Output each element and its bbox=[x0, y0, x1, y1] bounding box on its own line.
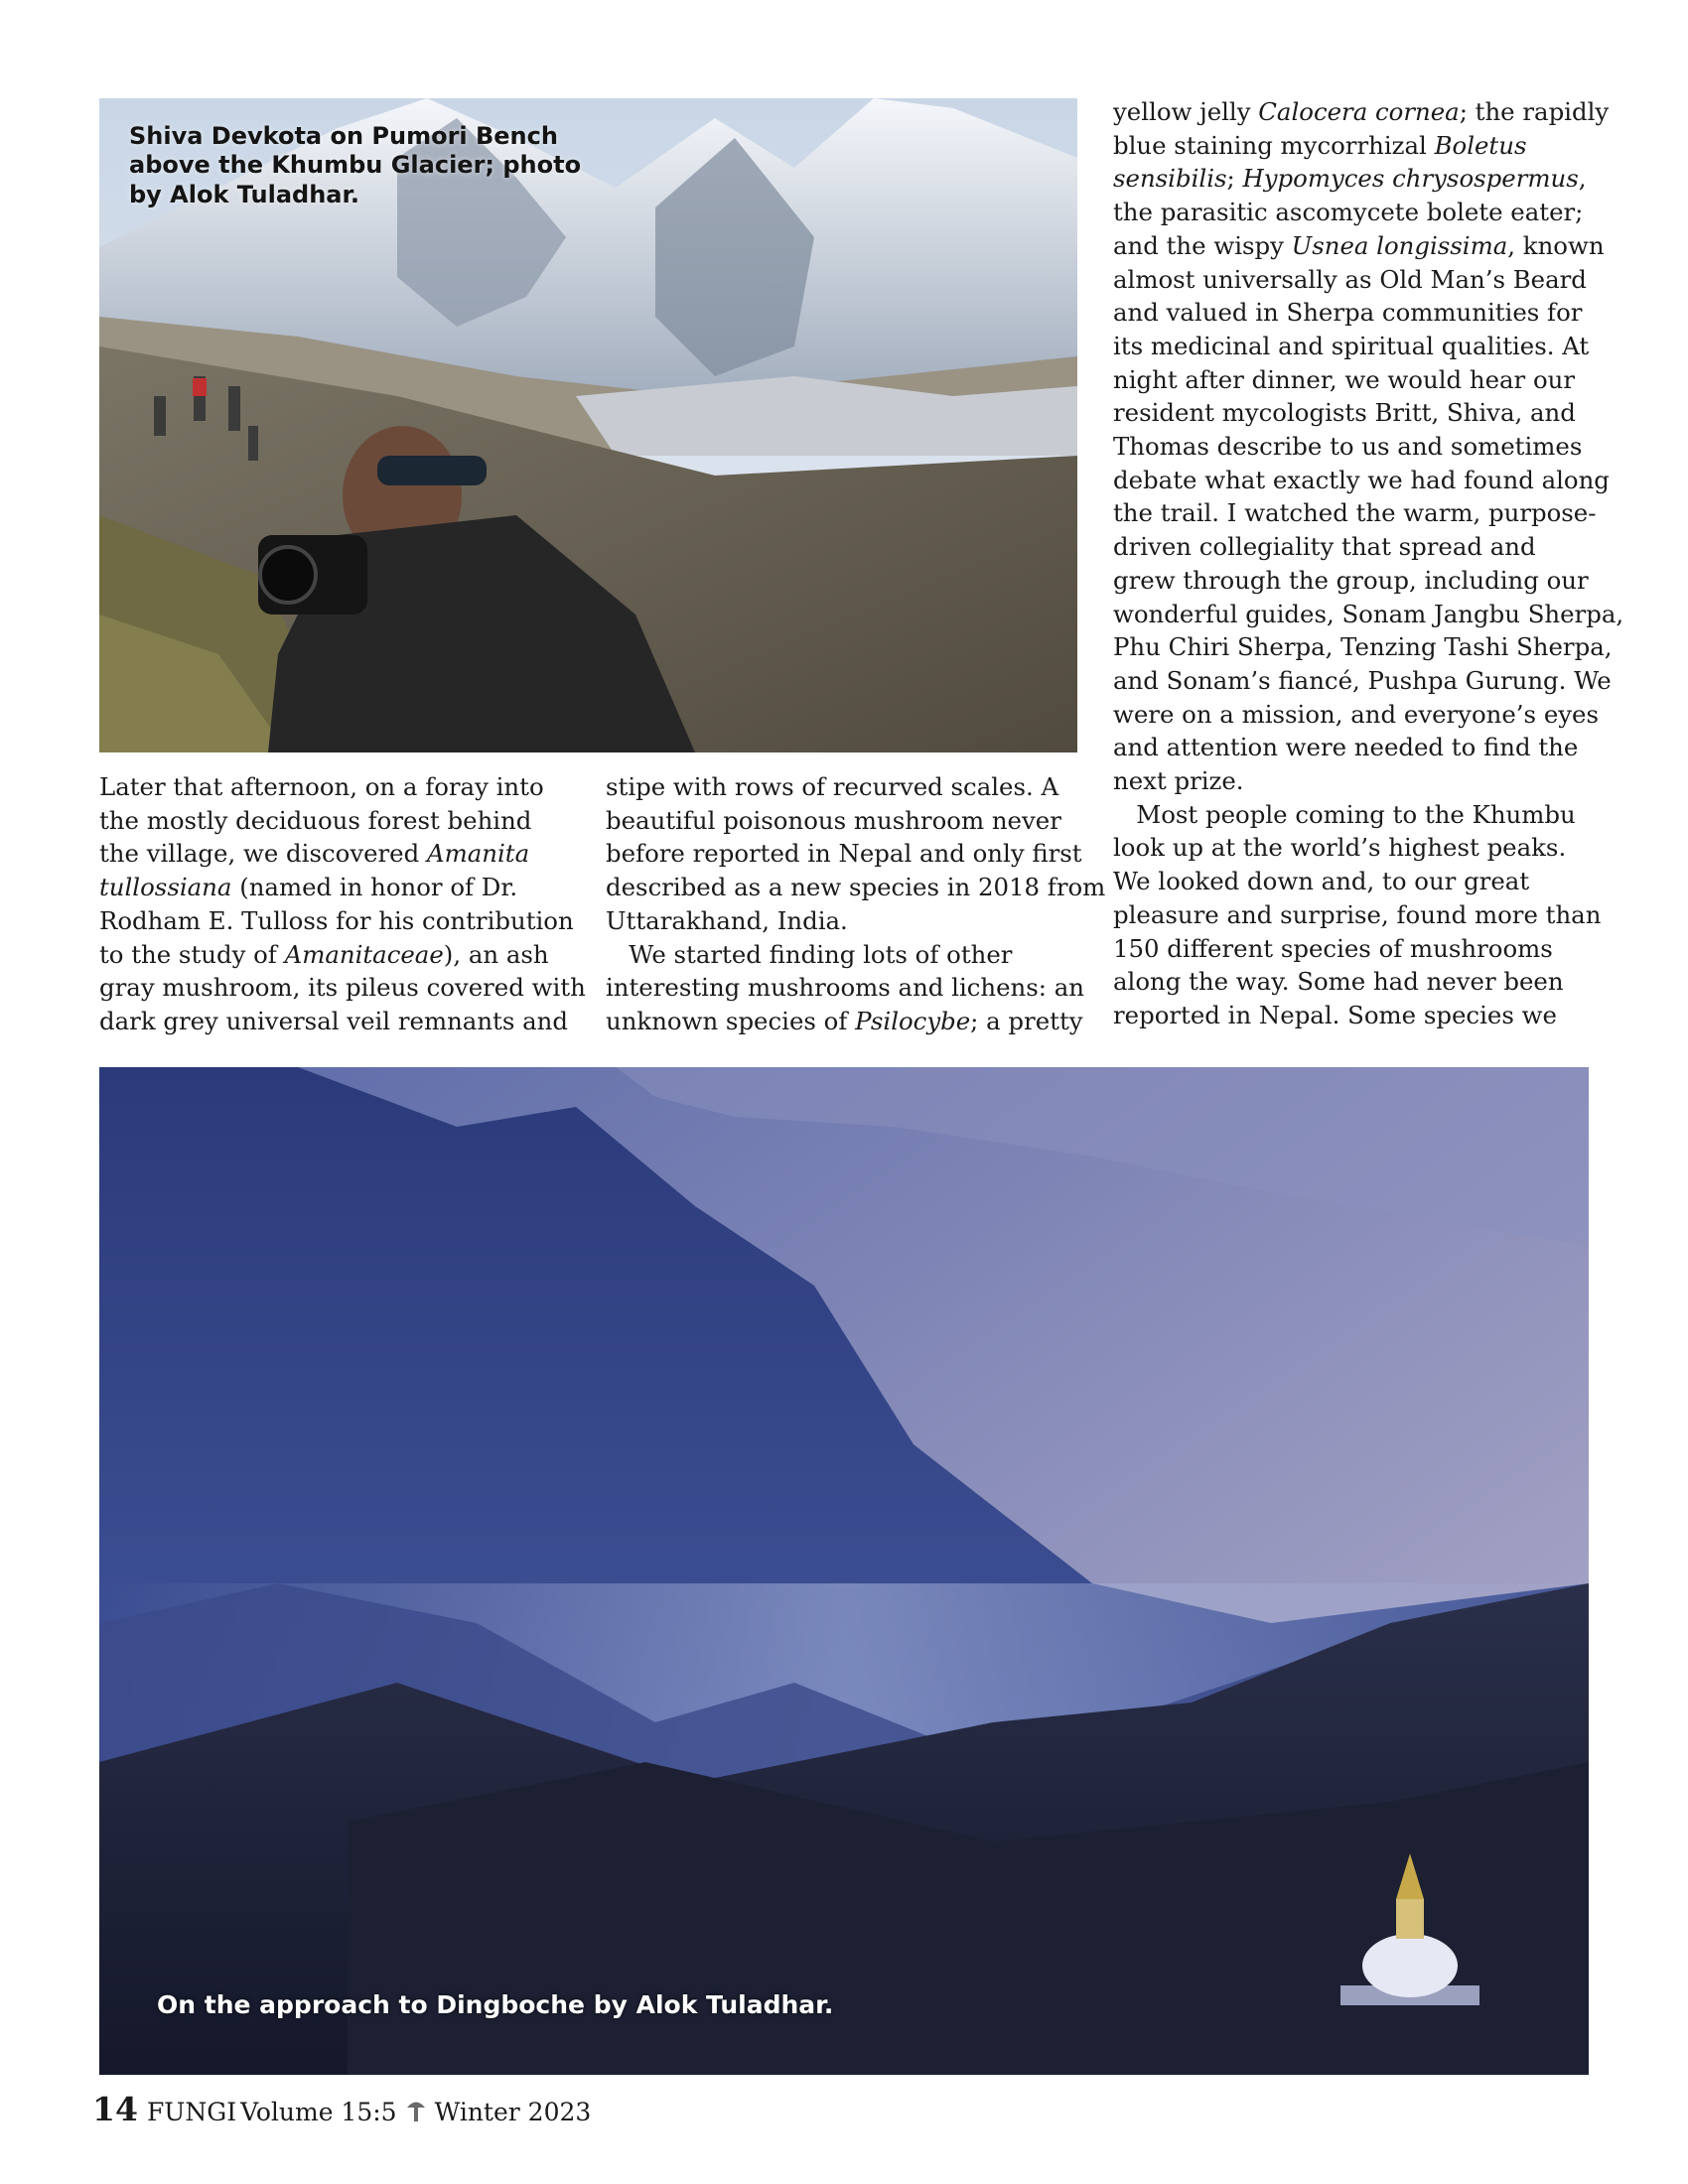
text-line bbox=[606, 971, 1084, 1005]
text-run: the trail. I watched the warm, purpose- bbox=[1113, 498, 1597, 528]
text-run: its medicinal and spiritual qualities. At bbox=[1113, 331, 1590, 360]
text-run: the village, we discovered bbox=[99, 839, 427, 869]
text-line bbox=[1113, 898, 1602, 932]
text-line bbox=[1113, 798, 1590, 832]
text-run: Thomas describe to us and sometimes bbox=[1113, 432, 1583, 462]
text-run: yellow jelly bbox=[1113, 97, 1259, 126]
body-column-1 bbox=[99, 770, 586, 1038]
volume-label: Volume 15:5 bbox=[240, 2098, 397, 2126]
text-line bbox=[1113, 95, 1610, 129]
text-line bbox=[1113, 363, 1590, 397]
text-run: 150 different species of mushrooms bbox=[1113, 933, 1553, 963]
text-run: wonderful guides, Sonam Jangbu Sherpa, bbox=[1113, 599, 1624, 628]
text-line bbox=[1113, 129, 1590, 163]
italic-term: Usnea longissima bbox=[1291, 230, 1508, 260]
text-run: We started finding lots of other bbox=[606, 939, 1013, 969]
text-line bbox=[99, 904, 574, 938]
body-column-3 bbox=[1113, 95, 1624, 1032]
text-run: almost universally as Old Man’s Beard bbox=[1113, 264, 1587, 294]
photo-dingboche-approach bbox=[99, 1067, 1589, 2075]
text-line bbox=[1113, 229, 1605, 263]
text-line bbox=[1113, 999, 1590, 1032]
text-run: blue staining mycorrhizal bbox=[1113, 130, 1435, 160]
page-footer bbox=[92, 2090, 591, 2128]
text-run: reported in Nepal. Some species we bbox=[1113, 1000, 1557, 1029]
text-line bbox=[606, 871, 1106, 904]
text-line bbox=[1113, 664, 1612, 698]
text-line bbox=[1113, 330, 1590, 363]
text-run: night after dinner, we would hear our bbox=[1113, 364, 1576, 394]
text-run: gray mushroom, its pileus covered with bbox=[99, 973, 586, 1003]
text-line bbox=[606, 837, 1082, 871]
text-run: stipe with rows of recurved scales. A bbox=[606, 772, 1059, 801]
italic-term: Psilocybe bbox=[855, 1006, 971, 1035]
text-line bbox=[1113, 396, 1590, 430]
text-run: Uttarakhand, India. bbox=[606, 905, 848, 935]
text-line bbox=[99, 837, 566, 871]
text-run: driven collegiality that spread and bbox=[1113, 532, 1536, 562]
text-run: (named in honor of Dr. bbox=[231, 873, 518, 902]
photo-pumori-bench bbox=[99, 98, 1077, 752]
text-line bbox=[606, 804, 1072, 838]
text-line bbox=[1113, 430, 1590, 464]
text-line bbox=[1113, 764, 1590, 798]
text-run: , bbox=[1578, 164, 1587, 194]
text-run: before reported in Nepal and only first bbox=[606, 839, 1082, 869]
italic-term: Amanitaceae bbox=[284, 939, 444, 969]
text-run: We looked down and, to our great bbox=[1113, 867, 1530, 896]
text-run: ; the rapidly bbox=[1459, 97, 1610, 126]
text-run: and the wispy bbox=[1113, 230, 1292, 260]
text-line bbox=[99, 938, 566, 972]
text-line bbox=[99, 804, 566, 838]
text-line bbox=[1113, 263, 1590, 297]
text-run: the mostly deciduous forest behind bbox=[99, 805, 532, 835]
text-line bbox=[1113, 162, 1590, 196]
text-line bbox=[1113, 865, 1590, 898]
text-line bbox=[99, 871, 566, 904]
text-run: the parasitic ascomycete bolete eater; bbox=[1113, 198, 1584, 227]
text-run: and attention were needed to find the bbox=[1113, 733, 1579, 762]
text-run: ), an ash bbox=[443, 939, 549, 969]
photo-caption: Shiva Devkota on Pumori Bench above the Khumbu Glacier; photo by Alok Tuladhar. bbox=[129, 122, 582, 208]
text-run: beautiful poisonous mushroom never bbox=[606, 805, 1061, 835]
body-column-2 bbox=[606, 770, 1106, 1038]
text-line bbox=[606, 770, 1072, 804]
page-number: 14 bbox=[92, 2090, 138, 2128]
text-line bbox=[1113, 831, 1590, 865]
italic-term: sensibilis bbox=[1113, 164, 1227, 194]
text-run: and Sonam’s fiancé, Pushpa Gurung. We bbox=[1113, 665, 1612, 695]
photo-dingboche-approach-image bbox=[99, 1067, 1589, 2075]
text-line bbox=[1113, 965, 1590, 999]
text-line bbox=[606, 1005, 1083, 1038]
text-run: and valued in Sherpa communities for bbox=[1113, 298, 1583, 328]
text-run: pleasure and surprise, found more than bbox=[1113, 899, 1602, 929]
text-run: along the way. Some had never been bbox=[1113, 967, 1564, 997]
text-run: , known bbox=[1507, 230, 1605, 260]
text-line bbox=[1113, 464, 1610, 497]
text-run: debate what exactly we had found along bbox=[1113, 465, 1610, 494]
text-run: Later that afternoon, on a foray into bbox=[99, 772, 544, 801]
text-run: interesting mushrooms and lichens: an bbox=[606, 973, 1084, 1003]
text-line bbox=[1113, 731, 1590, 764]
text-line bbox=[1113, 630, 1613, 664]
photo-caption: On the approach to Dingboche by Alok Tuladhar. bbox=[157, 1990, 834, 2019]
text-line bbox=[99, 1005, 566, 1038]
text-line bbox=[606, 904, 1072, 938]
text-run: ; bbox=[1226, 164, 1243, 194]
mushroom-icon-shape bbox=[406, 2097, 426, 2124]
text-line bbox=[1113, 196, 1590, 229]
text-line bbox=[1113, 496, 1597, 530]
text-line bbox=[1113, 698, 1599, 732]
text-run: to the study of bbox=[99, 939, 285, 969]
italic-term: Boletus bbox=[1434, 130, 1527, 160]
magazine-name: FUNGI bbox=[146, 2098, 237, 2126]
text-run: Phu Chiri Sherpa, Tenzing Tashi Sherpa, bbox=[1113, 632, 1613, 662]
text-run: next prize. bbox=[1113, 766, 1244, 796]
italic-term: Calocera cornea bbox=[1258, 97, 1460, 126]
text-run: described as a new species in 2018 from bbox=[606, 873, 1106, 902]
text-run: look up at the world’s highest peaks. bbox=[1113, 833, 1567, 863]
text-run: Rodham E. Tulloss for his contribution bbox=[99, 905, 574, 935]
text-line bbox=[1113, 598, 1624, 631]
text-line bbox=[1113, 296, 1590, 330]
season-label: Winter 2023 bbox=[434, 2098, 592, 2126]
text-line bbox=[1113, 530, 1590, 564]
text-run: ; a pretty bbox=[970, 1006, 1083, 1035]
text-line bbox=[1113, 564, 1590, 598]
italic-term: Hypomyces chrysospermus bbox=[1242, 164, 1579, 194]
italic-term: Amanita bbox=[427, 839, 530, 869]
text-run: grew through the group, including our bbox=[1113, 565, 1589, 595]
text-run: unknown species of bbox=[606, 1006, 856, 1035]
text-run: were on a mission, and everyone’s eyes bbox=[1113, 699, 1599, 729]
mushroom-icon bbox=[406, 2097, 426, 2124]
text-line bbox=[606, 938, 1072, 972]
text-run: resident mycologists Britt, Shiva, and bbox=[1113, 398, 1576, 428]
text-line bbox=[1113, 932, 1590, 966]
text-run: dark grey universal veil remnants and bbox=[99, 1006, 568, 1035]
italic-term: tullossiana bbox=[99, 873, 232, 902]
text-run: Most people coming to the Khumbu bbox=[1113, 799, 1576, 829]
text-line bbox=[99, 770, 566, 804]
text-line bbox=[99, 971, 586, 1005]
